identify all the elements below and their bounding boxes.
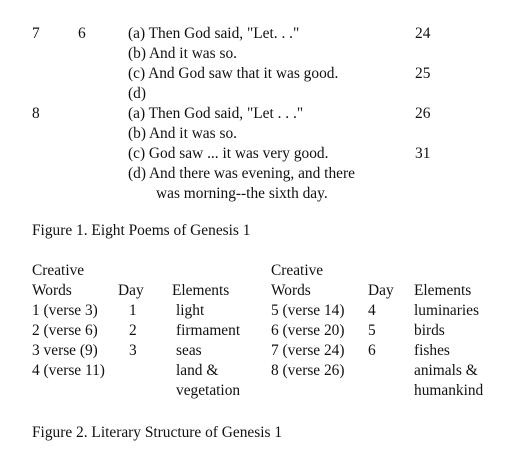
table-cell-words: 4 (verse 11) xyxy=(32,362,105,379)
table-cell-element: luminaries xyxy=(414,302,479,319)
column-header-elements: Elements xyxy=(414,282,472,299)
poem-number: 8 xyxy=(32,105,40,122)
table-cell-day: 5 xyxy=(368,322,376,339)
poem-line: (c) And God saw that it was good. xyxy=(128,65,339,82)
poem-number: 7 xyxy=(32,25,40,42)
figure-caption: Figure 1. Eight Poems of Genesis 1 xyxy=(32,222,251,239)
table-cell-element: fishes xyxy=(414,342,450,359)
verse-number: 26 xyxy=(415,105,431,122)
poem-line: (b) And it was so. xyxy=(128,125,238,142)
table-cell-element: light xyxy=(176,302,205,319)
table-cell-words: 6 (verse 20) xyxy=(271,322,345,339)
day-number: 6 xyxy=(78,25,86,42)
poem-line: (b) And it was so. xyxy=(128,45,238,62)
table-cell-words: 5 (verse 14) xyxy=(271,302,345,319)
poem-line: (d) And there was evening, and there xyxy=(128,165,355,182)
verse-number: 25 xyxy=(415,65,431,82)
poem-line: (a) Then God said, "Let. . ." xyxy=(128,25,300,42)
figure-caption: Figure 2. Literary Structure of Genesis 1 xyxy=(32,424,283,441)
column-header-words: Words xyxy=(32,282,72,299)
table-cell-day: 6 xyxy=(368,342,376,359)
table-cell-element: vegetation xyxy=(176,382,241,399)
verse-number: 31 xyxy=(415,145,431,162)
table-cell-element: humankind xyxy=(414,382,484,399)
table-cell-words: 3 verse (9) xyxy=(32,342,98,359)
table-cell-words: 8 (verse 26) xyxy=(271,362,345,379)
table-cell-element: birds xyxy=(414,322,445,339)
table-cell-words: 1 (verse 3) xyxy=(32,302,98,319)
table-cell-day: 2 xyxy=(129,322,137,339)
table-cell-day: 1 xyxy=(129,302,137,319)
table-cell-element: land & xyxy=(176,362,219,379)
verse-number: 24 xyxy=(415,25,431,42)
poem-line: (c) God saw ... it was very good. xyxy=(128,145,329,162)
table-cell-element: animals & xyxy=(414,362,478,379)
column-header-elements: Elements xyxy=(172,282,230,299)
poem-line: (d) xyxy=(128,85,146,102)
column-header-words: Words xyxy=(271,282,311,299)
column-header-creative: Creative xyxy=(32,262,85,279)
table-cell-day: 3 xyxy=(129,342,137,359)
column-header-day: Day xyxy=(368,282,394,299)
table-cell-words: 2 (verse 6) xyxy=(32,322,98,339)
column-header-creative: Creative xyxy=(271,262,324,279)
poem-line-continuation: was morning--the sixth day. xyxy=(156,185,328,202)
table-cell-element: firmament xyxy=(176,322,241,339)
table-cell-element: seas xyxy=(176,342,202,359)
table-cell-day: 4 xyxy=(368,302,376,319)
table-cell-words: 7 (verse 24) xyxy=(271,342,345,359)
column-header-day: Day xyxy=(118,282,144,299)
poem-line: (a) Then God said, "Let . . ." xyxy=(128,105,304,122)
